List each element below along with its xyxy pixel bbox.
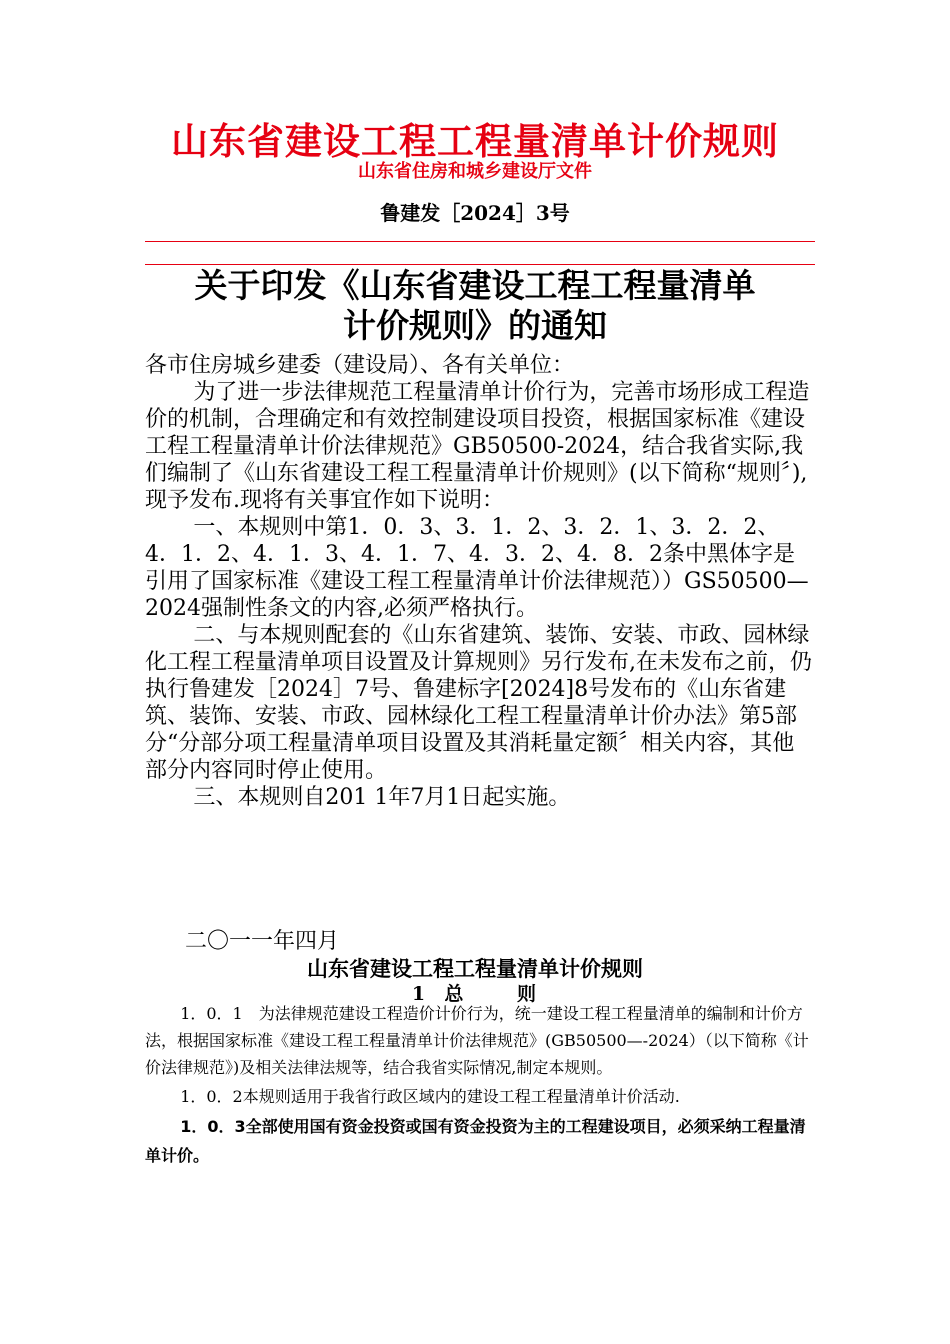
notice-title: [0, 266, 950, 346]
rules-body: [145, 1000, 815, 1170]
rule-clause: 1．0．2本规则适用于我省行政区域内的建设工程工程量清单计价活动.: [180, 1087, 680, 1106]
rule-clause-mandatory: 1．0．3全部使用国有资金投资或国有资金投资为主的工程建设项目，必须采纳工程量清单计价。: [145, 1117, 806, 1165]
notice-body: [145, 352, 815, 811]
rules-title: 山东省建设工程工程量清单计价规则: [307, 956, 643, 981]
red-divider-bottom: [145, 264, 815, 265]
notice-title-line-1: 关于印发《山东省建设工程工程量清单: [194, 266, 756, 305]
notice-title-line-2: 计价规则》的通知: [343, 306, 607, 345]
notice-paragraph: 二、与本规则配套的《山东省建筑、装饰、安装、市政、园林绿化工程工程量清单项目设置及计算规则》另行发布,在未发布之前，仍执行鲁建发［2024］7号、鲁建标字[2024]8号发布的《山东省建筑、装饰、安装、市政、园林绿化工程工程量清单计价办法》第5部分“分部分项工程量清单项目设置及其消耗量定额〞相关内容，其他部分内容同时停止使用。: [145, 623, 812, 783]
notice-paragraph: 三、本规则自201 1年7月1日起实施。: [193, 785, 571, 810]
issuer-line: 山东省住房和城乡建设厅文件: [358, 161, 592, 182]
notice-paragraph: 为了进一步法律规范工程量清单计价行为，完善市场形成工程造价的机制，合理确定和有效控制建设项目投资，根据国家标准《建设工程工程量清单计价法律规范》GB50500-2024，结合我省实际,我们编制了《山东省建设工程工程量清单计价规则》(以下简称“规则〞),现予发布.现将有关事宜作如下说明：: [145, 380, 810, 513]
document-title: 山东省建设工程工程量清单计价规则: [171, 120, 779, 163]
red-divider-top: [145, 241, 815, 242]
rule-clause: 1．0．1 为法律规范建设工程造价计价行为，统一建设工程工程量清单的编制和计价方法，根据国家标准《建设工程工程量清单计价法律规范》(GB50500—-2024）（以下简称《计价法律规范》)及相关法律法规等，结合我省实际情况,制定本规则。: [145, 1004, 809, 1077]
salutation: 各市住房城乡建委（建设局）、各有关单位：: [145, 353, 575, 378]
notice-paragraph: 一、本规则中第1．0．3、3．1．2、3．2．1、3．2．2、4．1．2、4．1．3、4．1．7、4．3．2、4．8．2条中黑体字是引用了国家标准《建设工程工程量清单计价法律规范））GS50500—2024强制性条文的内容,必须严格执行。: [145, 515, 809, 621]
document-number: 鲁建发［2024］3号: [380, 201, 570, 225]
notice-date: 二〇一一年四月: [185, 929, 340, 954]
chapter-title: 1 总 则: [411, 983, 539, 1005]
